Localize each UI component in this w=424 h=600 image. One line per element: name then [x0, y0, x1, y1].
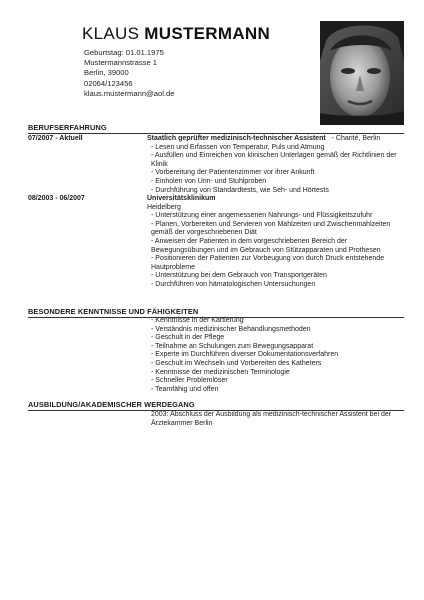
- street-address: Mustermannstrasse 1: [84, 58, 158, 68]
- skill-item: - Geschult im Wechseln und Vorbereiten des Katheters: [151, 359, 322, 367]
- job-1-duty: - Einholen von Urin- und Stuhlproben: [151, 177, 267, 185]
- job-1-employer: - Charité, Berlin: [331, 135, 381, 142]
- job-1-heading: [147, 135, 402, 144]
- skill-item: - Experte im Durchführen diverser Dokumentationsverfahren: [151, 351, 339, 359]
- job-2-duty: - Durchführen von hämatologischen Untersuchungen: [151, 280, 316, 288]
- city: Berlin, 39000: [84, 68, 129, 78]
- contact-details: [84, 48, 174, 99]
- phone-number: 02064/123456: [84, 78, 133, 88]
- skill-item: - Geschult in der Pflege: [151, 334, 225, 342]
- skills-items: [147, 317, 402, 394]
- skills-section-title: BESONDERE KENNTNISSE UND FÄHIGKEITEN: [28, 307, 199, 316]
- job-2-duties: [147, 212, 402, 289]
- skill-item: - Verständnis medizinischer Behandlungsmethoden: [151, 325, 311, 333]
- skills-list: [147, 317, 402, 394]
- job-1-duty: - Lesen und Erfassen von Temperatur, Puls und Atmung: [151, 143, 325, 151]
- experience-section-title: BERUFSERFAHRUNG: [28, 123, 107, 132]
- birthday: Geburtstag: 01.01.1975: [84, 48, 164, 57]
- job-2: [147, 195, 402, 290]
- skill-item: - Kenntnisse in der Kartierung: [151, 317, 244, 324]
- job-2-duty: - Unterstützung bei dem Gebrauch von Transportgeräten: [151, 272, 327, 280]
- last-name: MUSTERMANN: [144, 24, 271, 43]
- education-entry: [147, 411, 402, 428]
- experience-divider: [28, 133, 404, 134]
- job-2-duty: - Positionieren der Patienten zur Vorbeugung von durch Druck entstehende Hautprobleme: [151, 255, 385, 271]
- job-1: [147, 135, 402, 195]
- education-section-title: AUSBILDUNG/AKADEMISCHER WERDEGANG: [28, 400, 195, 409]
- education-text: 2003: Abschluss der Ausbildung als medizinisch-technischer Assistent bei der Ärztekammer Berlin: [151, 411, 392, 427]
- job-2-duty: - Unterstützung einer angemessenen Nahrungs- und Flüssigkeitszufuhr: [151, 212, 373, 220]
- job-2-duty: - Planen, Vorbereiten und Servieren von Mahlzeiten und Zwischenmahlzeiten gemäß der vorgeschriebenen Diät: [151, 220, 391, 237]
- skill-item: - Teilnahme an Schulungen zum Bewegungsapparat: [151, 342, 314, 350]
- job-1-duty: - Durchführung von Standardtests, wie Seh- und Hörtests: [151, 186, 329, 194]
- job-2-date: 08/2003 - 06/2007: [28, 195, 85, 202]
- first-name: KLAUS: [82, 24, 140, 43]
- profile-photo: [320, 21, 404, 125]
- job-1-date: 07/2007 - Aktuell: [28, 135, 83, 142]
- job-1-duty: - Ausfüllen und Einreichen von klinischen Unterlagen gemäß der Richtlinien der Klinik: [151, 152, 397, 168]
- job-1-duties: [147, 144, 402, 196]
- job-2-location: Heidelberg: [147, 203, 181, 211]
- skill-item: - Schneller Problemlöser: [151, 377, 228, 385]
- job-1-title: Staatlich geprüfter medizinisch-technischer Assistent: [147, 135, 326, 142]
- job-2-duty: - Anweisen der Patienten in dem vorgeschriebenen Bereich der Bewegungsübungen und im Gebrauch von Stützapparaten und Prothesen: [151, 237, 381, 254]
- skill-item: - Teamfähig und offen: [151, 385, 219, 393]
- email-address: klaus.mustermann@aol.de: [84, 88, 175, 98]
- skill-item: - Kenntnisse der medizinischen Terminologie: [151, 368, 290, 376]
- job-2-title: Universitätsklinikum: [147, 195, 216, 202]
- job-1-duty: - Vorbereitung der Patientenzimmer vor ihrer Ankunft: [151, 169, 315, 177]
- candidate-name: [82, 24, 270, 44]
